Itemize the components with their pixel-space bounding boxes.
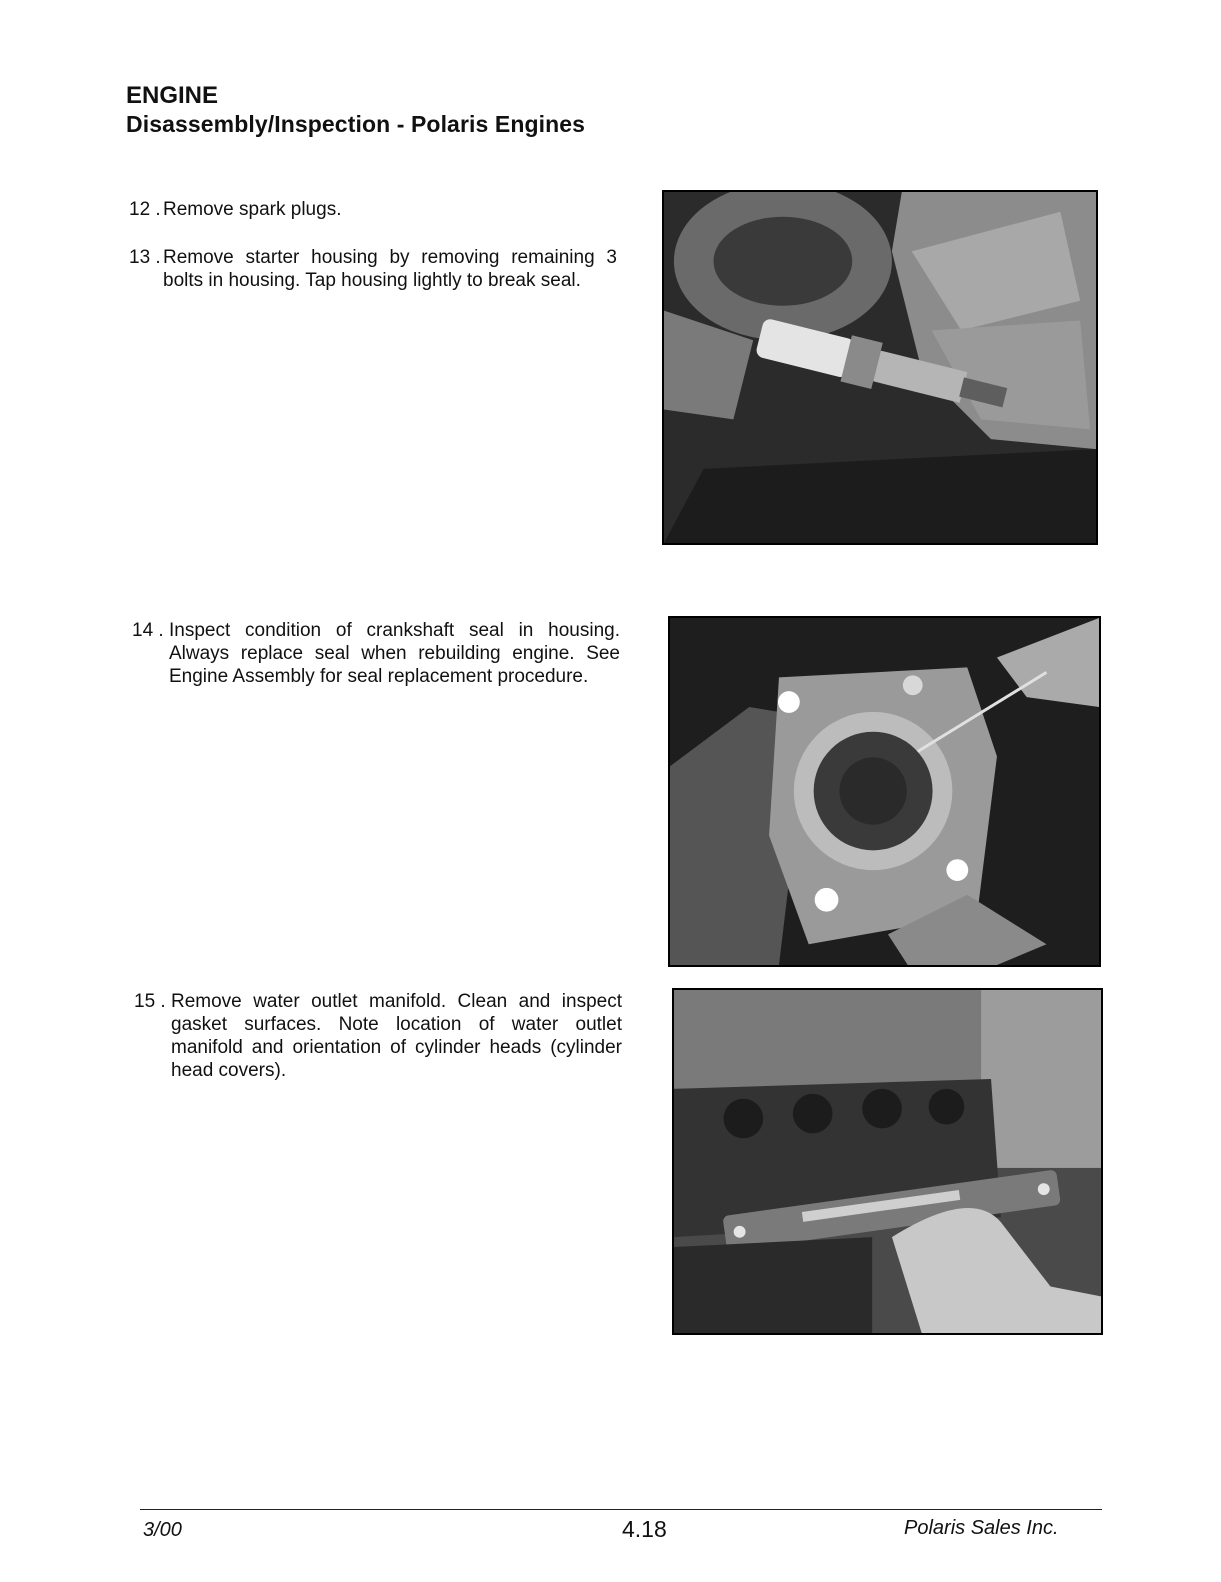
footer-date: 3/00 <box>143 1519 182 1541</box>
page-number: 4.18 <box>622 1516 667 1542</box>
section-title: ENGINE <box>126 82 219 109</box>
step-number: 14 . <box>132 620 164 641</box>
footer-divider <box>140 1509 1102 1510</box>
step-number: 13 . <box>129 247 161 268</box>
step-12 <box>129 198 584 221</box>
step-15 <box>134 990 622 1082</box>
page-header <box>126 82 585 138</box>
photo-spark-plug <box>662 190 1098 545</box>
step-text: Remove water outlet manifold. Clean and inspect gasket surfaces. Note location of water outlet manifold and orientation of cylinder heads (cylinder head covers). <box>171 991 622 1081</box>
photo-water-manifold <box>672 988 1103 1335</box>
step-number: 15 . <box>134 991 166 1012</box>
step-text: Remove spark plugs. <box>163 199 342 220</box>
step-text: Inspect condition of crankshaft seal in housing. Always replace seal when rebuilding engine. See Engine Assembly for seal replacement procedure. <box>169 620 620 687</box>
photo-crankshaft-seal <box>668 616 1101 967</box>
step-13 <box>129 246 617 292</box>
page-subtitle: Disassembly/Inspection - Polaris Engines <box>126 111 586 137</box>
step-text: Remove starter housing by removing remaining 3 bolts in housing. Tap housing lightly to break seal. <box>163 247 617 291</box>
step-14 <box>132 619 620 688</box>
footer-company: Polaris Sales Inc. <box>904 1517 1059 1539</box>
step-number: 12 . <box>129 199 161 220</box>
